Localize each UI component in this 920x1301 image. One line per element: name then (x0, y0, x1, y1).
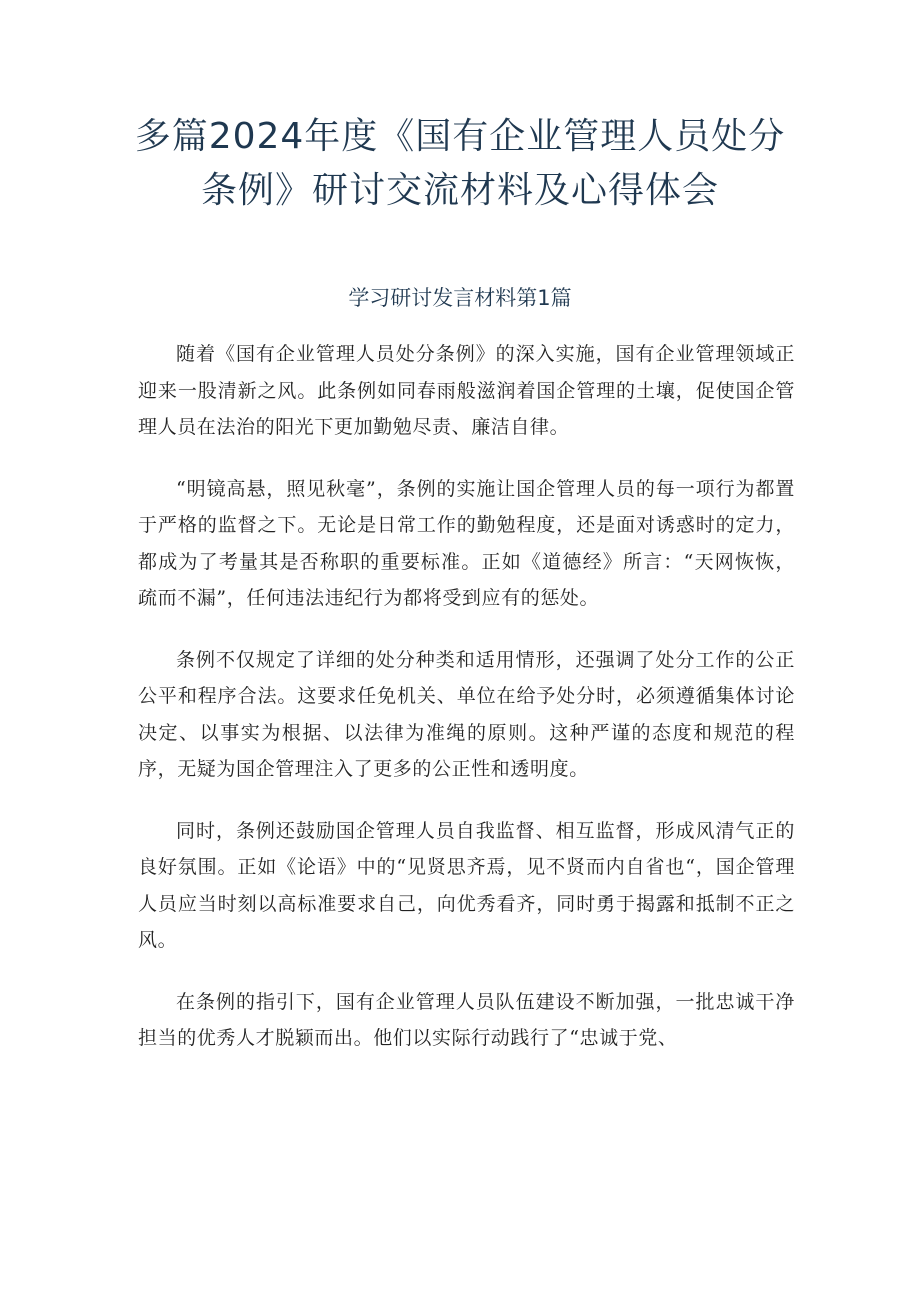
document-title: 多篇2024年度《国有企业管理人员处分条例》研讨交流材料及心得体会 (134, 116, 786, 211)
paragraph: “明镜高悬，照见秋毫”，条例的实施让国企管理人员的每一项行为都置于严格的监督之下。无论是日常工作的勤勉程度，还是面对诱惑时的定力，都成为了考量其是否称职的重要标准。正如《道德经》所言：“天网恢恢，疏而不漏”，任何违法违纪行为都将受到应有的惩处。 (138, 477, 795, 609)
paragraph: 条例不仅规定了详细的处分种类和适用情形，还强调了处分工作的公正公平和程序合法。这要求任免机关、单位在给予处分时，必须遵循集体讨论决定、以事实为根据、以法律为准绳的原则。这种严谨的态度和规范的程序，无疑为国企管理注入了更多的公正性和透明度。 (138, 648, 795, 780)
paragraph: 同时，条例还鼓励国企管理人员自我监督、相互监督，形成风清气正的良好氛围。正如《论语》中的“见贤思齐焉，见不贤而内自省也“，国企管理人员应当时刻以高标准要求自己，向优秀看齐，同时勇于揭露和抵制不正之风。 (138, 819, 795, 951)
body-text (138, 336, 795, 1082)
paragraph: 在条例的指引下，国有企业管理人员队伍建设不断加强，一批忠诚干净担当的优秀人才脱颖而出。他们以实际行动践行了“忠诚于党、 (138, 990, 795, 1049)
paragraph: 随着《国有企业管理人员处分条例》的深入实施，国有企业管理领域正迎来一股清新之风。此条例如同春雨般滋润着国企管理的土壤，促使国企管理人员在法治的阳光下更加勤勉尽责、廉洁自律。 (138, 343, 795, 438)
section-heading: 学习研讨发言材料第1篇 (348, 286, 572, 310)
